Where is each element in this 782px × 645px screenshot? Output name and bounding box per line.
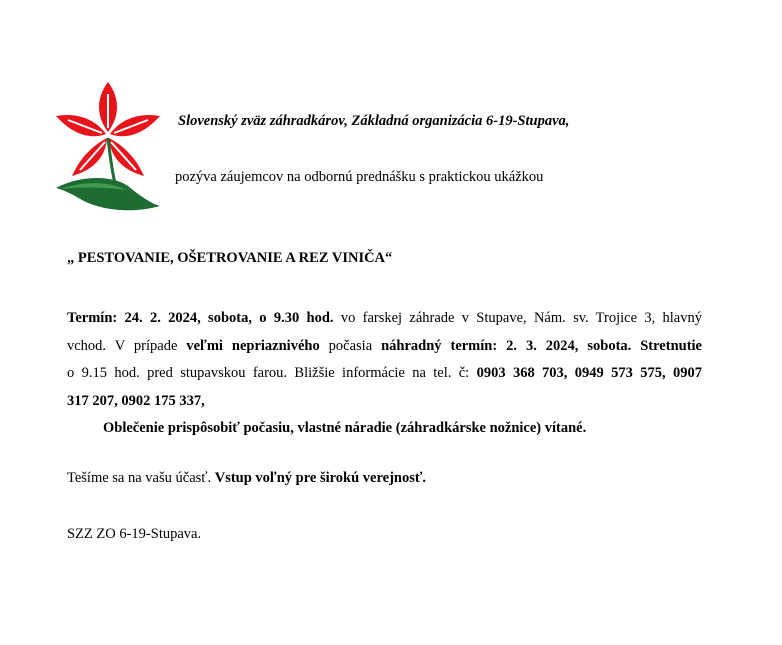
event-location: vo farskej záhrade v Stupave, Nám. sv. Trojice 3, hlavný <box>333 310 702 326</box>
flower-logo-icon <box>52 76 164 214</box>
signature: SZZ ZO 6-19-Stupava. <box>67 526 202 542</box>
event-details <box>67 305 702 443</box>
free-entry: Vstup voľný pre širokú verejnosť. <box>214 470 427 486</box>
details-bold: Stretnutie <box>640 337 702 354</box>
invitation-text: pozýva záujemcov na odbornú prednášku s praktickou ukážkou <box>175 169 544 185</box>
alternate-date: náhradný termín: 2. 3. 2024, sobota. <box>381 337 632 354</box>
details-line-1 <box>67 305 702 333</box>
details-text: vchod. V prípade <box>67 337 187 354</box>
phone-numbers-cont: 317 207, 0902 175 337, <box>67 392 205 409</box>
details-line-4 <box>67 388 702 416</box>
details-line-2 <box>67 333 702 361</box>
details-bold: veľmi nepriaznivého <box>186 337 320 354</box>
details-text <box>631 338 640 354</box>
closing-line <box>67 470 426 487</box>
details-text: o 9.15 hod. pred stupavskou farou. Bližšie informácie na tel. č: <box>67 365 477 381</box>
organization-name: Slovenský zväz záhradkárov, Základná organizácia 6-19-Stupava, <box>178 113 570 129</box>
flower-petals <box>56 82 160 176</box>
lecture-title: „ PESTOVANIE, OŠETROVANIE A REZ VINIČA“ <box>67 250 393 266</box>
event-date: Termín: 24. 2. 2024, sobota, o 9.30 hod. <box>67 310 334 326</box>
clothing-note: Oblečenie prispôsobiť počasiu, vlastné náradie (záhradkárske nožnice) vítané. <box>103 420 587 436</box>
details-text: počasia <box>319 337 382 354</box>
phone-numbers: 0903 368 703, 0949 573 575, 0907 <box>476 365 703 381</box>
flower-leaf <box>56 178 160 210</box>
closing-text: Tešíme sa na vašu účasť. <box>67 470 215 486</box>
details-line-3 <box>67 360 702 388</box>
